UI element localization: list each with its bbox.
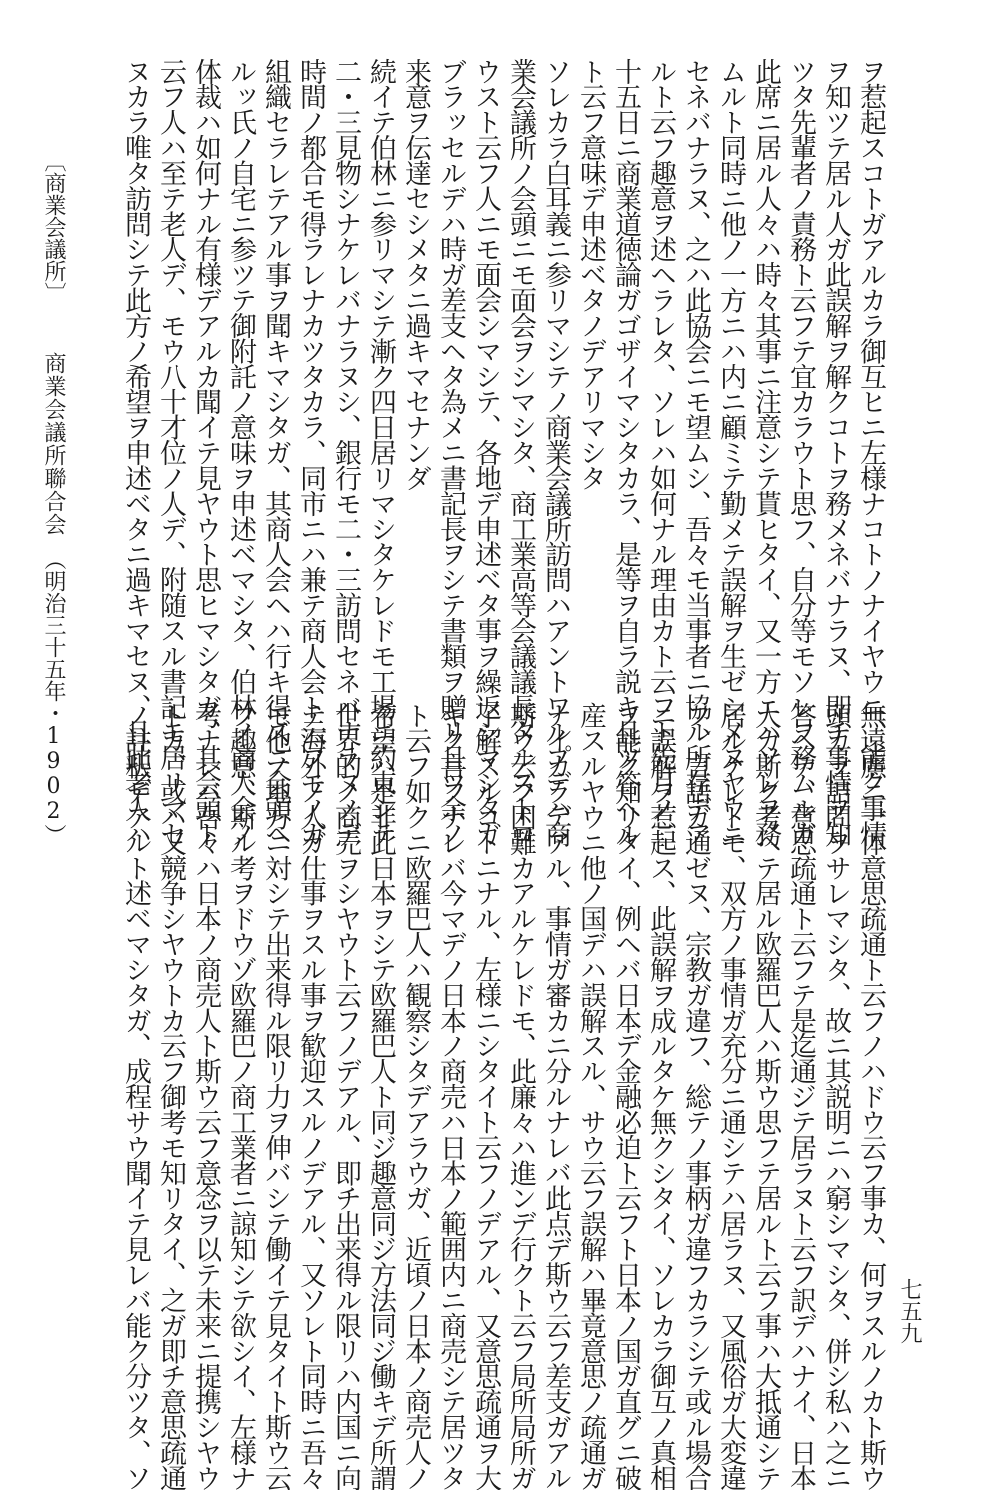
text-column: 二・三見物シナケレバナラヌシ、銀行モ二・三訪問セネバナラヌノデ	[330, 58, 361, 847]
header-section-label: 〔商業会議所〕	[41, 150, 66, 304]
text-column: ヌカラ唯タ訪問シテ此方ノ希望ヲ申述ベタニ過キマセヌ、且此老人ハ	[120, 58, 151, 847]
text-column: 人カ斯ク考ヘテ居ル欧羅巴人ハ斯ウ思フテ居ルト云フ事ハ大抵通シテ	[750, 702, 781, 1490]
text-column: フ趣意、斯ル考ヲドウゾ欧羅巴ノ商工業者ニ諒知シテ欲シイ、左様ナ	[225, 702, 256, 1490]
text-column: ウスト云フ人ニモ面会シマシテ、各地デ申述ベタ事ヲ繰返シマシタガ	[470, 58, 501, 847]
text-column: ト云フ如クニ欧羅巴人ハ観察シタデアラウガ、近頃ノ日本ノ商売人ノ	[400, 702, 431, 1490]
text-column: 頭カラ詰問ヲサレマシタ、故ニ其説明ニハ窮シマシタ、併シ私ハ之ニ	[820, 702, 851, 1490]
text-column: 十五日ニ商業道徳論ガゴザイマシタカラ、是等ヲ自ラ説キ且ツ答ヘル	[610, 58, 641, 847]
text-column: セネバナラヌ、之ハ此協会ニモ望ムシ、吾々モ当事者ニ協ル所存デア	[680, 58, 711, 847]
text-column: ニ誤解ヲ惹起ス、此誤解ヲ成ルタケ無クシタイ、ソレカラ御互ノ真相	[645, 702, 676, 1490]
text-column: 時間ノ都合モ得ラレナカツタカラ、同市ニハ兼テ商人会ト云フモノガ	[295, 58, 326, 847]
text-column: 考ナレバ吾々ハ日本ノ商売人ト斯ウ云フ意念ヲ以テ未来ニ提携シヤウ	[190, 702, 221, 1490]
text-column: 此席ニ居ル人々ハ時々其事ニ注意シテ貰ヒタイ、又一方ニハソレヲ務	[750, 58, 781, 847]
text-column: 産スルヤウニ他ノ国デハ誤解スル、サウ云フ誤解ハ畢竟意思ノ疏通ガ	[575, 702, 606, 1490]
text-column: 組織セラレテアル事ヲ聞キマシタガ、其商人会ヘハ行キ得ズニ会頭ヘ	[260, 58, 291, 847]
text-column: 無遠慮ニ一体意思疏通ト云フノハドウ云フ事カ、何ヲスルノカト斯ウ	[855, 702, 886, 1490]
text-column: 続イテ伯林ニ参リマシテ漸ク四日居リマシタケレドモ工場ニ約束シテ	[365, 58, 396, 847]
page-number: 七五九	[897, 1278, 922, 1344]
text-column: ツタ先輩者ノ責務ト云フテ宜カラウト思フ、自分等モソレヲ務ムルガ	[785, 58, 816, 847]
text-column: フ、言語ガ通ゼヌ、宗教ガ違フ、総テノ事柄ガ違フカラシテ或ル場合	[680, 702, 711, 1490]
text-column: 斯ウ云フ困難カアルケレドモ、此廉々ハ進ンデ行クト云フ局所局所ガ	[505, 702, 536, 1490]
text-column: ルト云フ趣意ヲ述ヘラレタ、ソレハ如何ナル理由カト云フト先月ノ二	[645, 58, 676, 847]
text-column: ヲ能ク知リタイ、例ヘバ日本デ金融必迫ト云フト日本ノ国ガ直グニ破	[610, 702, 641, 1490]
text-column: 業会議所ノ会頭ニモ面会ヲシマシタ、商工業高等会議議長タルストロ	[505, 58, 536, 847]
text-column: 云フ人ハ至テ老人デ、モウ八十才位ノ人デ、附随スル書記モ居リマセ	[155, 58, 186, 847]
text-column: 世界的ノ商売ヲシヤウト云フノデアル、即チ出来得ル限リハ内国ニ向	[330, 702, 361, 1490]
text-column: キク言フナレバ今マデノ日本ノ商売ハ日本ノ範囲内ニ商売シテ居ツタ	[435, 702, 466, 1490]
text-column: ムルト同時ニ他ノ一方ニハ内ニ顧ミテ勤メテ誤解ヲ生ゼシメヌヤウニ	[715, 58, 746, 847]
text-column: ルッ氏ノ自宅ニ参ツテ御附託ノ意味ヲ申述ベマシタ、伯林ノ商人会ノ	[225, 58, 256, 847]
text-column: 体裁ハ如何ナル有様デアルカ聞イテ見ヤウト思ヒマシタガ、其会頭ト	[190, 58, 221, 847]
header-title: 商業会議所聯合会	[41, 352, 66, 536]
text-column: トカ、或ハ又競争シヤウトカ云フ御考モ知リタイ、之ガ即チ意思疏通	[155, 702, 186, 1490]
text-column: テ海外ノ人ガ仕事ヲスル事ヲ歓迎スルノデアル、又ソレト同時ニ吾々	[295, 702, 326, 1490]
text-column: 来意ヲ伝達セシメタニ過キマセナンダ	[400, 58, 431, 491]
text-column: ト云フ意味デ申述ベタノデアリマシタ	[575, 58, 606, 491]
text-column: ナイカラデアル、事情ガ審カニ分ルナレバ此点デ斯ウ云フ差支ガアル	[540, 702, 571, 1490]
text-column: モ他ノ地方ニ対シテ出来得ル限リ力ヲ伸バシテ働イテ見タイト斯ウ云	[260, 702, 291, 1490]
header-year: （明治三十五年・1902）	[41, 548, 66, 846]
text-column: ノ註釈デアルト述ベマシタガ、成程サウ聞イテ見レバ能ク分ツタ、ソ	[120, 702, 151, 1490]
text-column: 居ルケレトモ、双方ノ事情ガ充分ニ通シテハ居ラヌ、又風俗ガ大変違	[715, 702, 746, 1490]
text-column: ソレカラ白耳義ニ参リマシテノ商業会議所訪問ハアントワルプデハ商	[540, 58, 571, 847]
text-column: 答ヘテ、意思疏通ト云フテ是迄通ジテ居ラヌト云フ訳デハナイ、日本	[785, 702, 816, 1490]
text-column: ヲ知ツテ居ル人ガ此誤解ヲ解クコトヲ務メネバナラヌ、即チ事情ヲ知	[820, 58, 851, 847]
text-column: ブラッセルデハ時ガ差支ヘタ為メニ書記長ヲシテ書類ヲ贈リ且ツ余ノ	[435, 58, 466, 847]
text-column: 希望ハ是非此日本ヲシテ欧羅巴人ト同ジ趣意同ジ方法同ジ働キデ所謂	[365, 702, 396, 1490]
text-column: ヲ惹起スコトガアルカラ御互ヒニ左様ナコトノナイヤウニ、能ク事情	[855, 58, 886, 847]
text-column: 了解スルコトニナル、左様ニシタイト云フノデアル、又意思疏通ヲ大	[470, 702, 501, 1490]
